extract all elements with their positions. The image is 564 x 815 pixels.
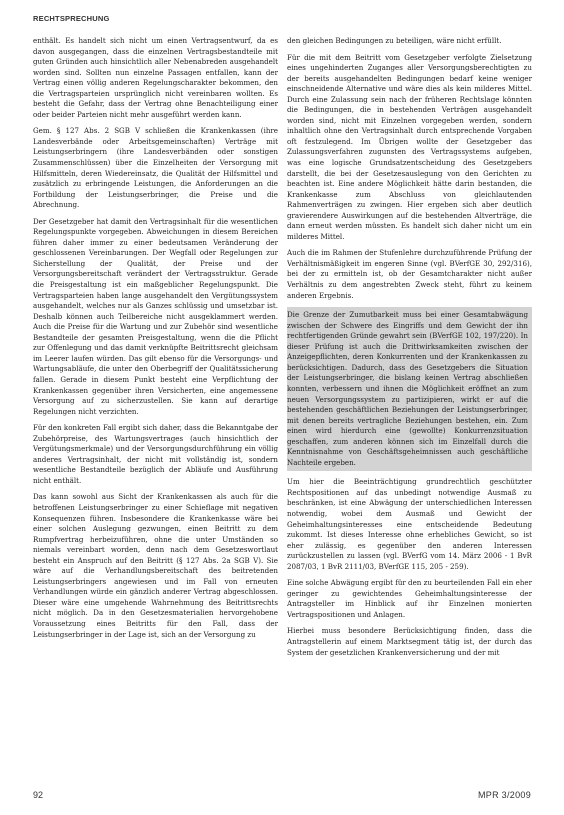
paragraph: Hierbei muss besondere Berücksichtigung finden, dass die Antragstellerin auf einem Marktsegment tätig ist, der durch das System der gesetzlichen Krankenversicherung und der mit (287, 626, 532, 657)
highlighted-box (287, 307, 532, 471)
section-header: RECHTSPRECHUNG (33, 14, 110, 23)
paragraph: Das kann sowohl aus Sicht der Krankenkassen als auch für die betroffenen Leistungserbringer zu einer Schieflage mit negativen Konsequenzen führen. Insbesondere die Krankenkasse wäre bei einer solchen Auslegung gezwungen, einen Beitritt zu dem Rumpfvertrag herbeizuführen, ohne die unter Umständen so niemals vereinbart worden, denn nach dem Gesetzeswortlaut besteht ein Anspruch auf den Beitritt (§ 127 Abs. 2a SGB V). Sie wäre auf die Verhandlungsbereitschaft des beitretenden Leistungserbringers angewiesen und im Fall von erneuten Verhandlungen würde ein gänzlich anderer Vertrag abgeschlossen. Dieser wäre eine umgehende Wahrnehmung des Beitrittsrechts nicht möglich. Da in den Gesetzesmaterialien hervorgehobene Voraussetzung eines Beitritts für den Fall, dass der Leistungserbringer in der Lage ist, sich an der Versorgung zu (33, 492, 278, 639)
paragraph: Eine solche Abwägung ergibt für den zu beurteilenden Fall ein eher geringer zu gewichtendes Geheimhaltungsinteresse der Antragsteller im Hinblick auf ihr Einzelnen monierten Vertragspositionen und Anlagen. (287, 578, 532, 619)
paragraph: den gleichen Bedingungen zu beteiligen, wäre nicht erfüllt. (287, 36, 502, 45)
highlighted-paragraph: Die Grenze der Zumutbarkeit muss bei einer Gesamtabwägung zwischen der Schwere des Eingriffs und dem Gewicht der ihn rechtfertigenden Gründe gewahrt sein (BVerfGE 102, 197/220). In dieser Prüfung ist auch die Drittwirksamkeiten zwischen der Anzeigepflichten, deren Konkurrenten und der Krankenkassen zu berücksichtigen. Dadurch, dass des Gesetzgebers die Situation der Leistungserbringer, die bislang keinen Vertrag abschließen konnten, verbessern und ihnen die Möglichkeit eröffnet an zum neuen Versorgungssystem zu partizipieren, wirkt er auf die bestehenden geschäftlichen Beziehungen der Leistungserbringer, mit denen bereits vertragliche Beziehungen bestehen, ein. Zum einen wird hierdurch eine (gewollte) Konkurrenzsituation geschaffen, zum anderen können sich im Einzelfall durch die Kenntnisnahme von Geschäftsgeheimnissen auch geschäftliche Nachteile ergeben. (287, 310, 528, 467)
paragraph: Für die mit dem Beitritt vom Gesetzgeber verfolgte Zielsetzung eines ungehinderten Zuganges aller Versorgungsberechtigten zu der bereits ausgehandelten Bedingungen bedarf keine weniger einschneidende Alternative und wäre dies als kein milderes Mittel. Durch eine Zulassung sein nach der früheren Rechtslage könnten die Bedingungen, die in bestehenden Verträgen ausgehandelt worden sind, nicht mit Einzelnen vorgegeben werden, sondern inhaltlich ohne den Vertragsinhalt durch entsprechende Vorgaben oft festzulegend. Im Übrigen wollte der Gesetzgeber das Zulassungsverfahren zugunsten des Vertragssystems aufgeben, was eine logische Grundsatzentscheidung des Gesetzgebers darstellt, die bei der Gesetzesauslegung von den Gerichten zu beachten ist. Eine andere Möglichkeit hätte darin bestanden, die Krankenkasse zum Abschluss von gleichlautenden Rahmenverträgen zu zwingen. Hier ergeben sich aber deutlich gravierendere Auswirkungen auf die bestehenden Altverträge, die dann erneut werden müssten. Es handelt sich daher nicht um ein milderes Mittel. (287, 52, 532, 241)
paragraph: Um hier die Beeinträchtigung grundrechtlich geschützter Rechtspositionen auf das unbedingt notwendige Ausmaß zu beschränken, ist eine Abwägung der unterschiedlichen Interessen notwendig, wobei dem Ausmaß und Gewicht der Geheimhaltungsinteresses eine entscheidende Bedeutung zukommt. Ist dieses Interesse ohne erhebliches Gewicht, so ist eher zulässig, es gegenüber den anderen Interessen zurückzustellen zu lassen (vgl. BVerfG vom 14. März 2006 - 1 BvR 2087/03, 1 BvR 2111/03, BVerfGE 115, 205 - 259). (287, 477, 532, 571)
journal-reference: MPR 3/2009 (477, 790, 531, 800)
paragraph: Für den konkreten Fall ergibt sich daher, dass die Bekanntgabe der Zubehörpreise, des Wartungsvertrages (auch hinsichtlich der Vergütungsmerkmale) und der Versorgungsdurchführung ein völlig anderes Vertragsinhalt, der nicht mit vollständig ist, sondern wesentliche Bestandteile bezüglich der Abläufe und Ausführung nicht enthält. (33, 423, 278, 485)
paragraph: Der Gesetzgeber hat damit den Vertragsinhalt für die wesentlichen Regelungspunkte vorgegeben. Abweichungen in diesem Bereichen führen daher immer zu einer bedeutsamen Veränderung der geschlossenen Vereinbarungen. Der Wegfall oder Regelungen zur Sicherstellung der Qualität, der Preise und der Versorgungsbereitschaft verändert der Vertragsstruktur. Gerade die Preisgestaltung ist ein maßgeblicher Regelungspunkt. Die Vertragsparteien haben lange ausgehandelt den Vergütungssystem ausgehandelt, welches nur als Ganzes schlüssig und umsetzbar ist. Deshalb können auch Teilbereiche nicht ausgeklammert werden. Auch die Preise für die Wartung und zur Zubehör sind wesentliche Bestandteile der gesamten Preisgestaltung, wenn die die Pflicht zur Offenlegung und das damit verknüpfte Beitrittsrecht gleichsam im Leerer laufen würden. Das gilt ebenso für die Versorgungs- und Wartungsabläufe, die unter den Oberbegriff der Qualitätssicherung fallen. Gerade in diesem Punkt besteht eine Verpflichtung der Krankenkassen gegenüber ihren Versicherten, eine angemessene Versorgung auf zu sicherzustellen. Sie kann auf derartige Regelungen nicht verzichten. (33, 216, 278, 416)
right-column (287, 36, 532, 784)
paragraph: enthält. Es handelt sich nicht um einen Vertragsentwurf, da es davon ausgegangen, dass die einzelnen Vertragsbestandteile mit guten Gründen auch hinsichtlich aller Nebenabreden ausgehandelt worden sind. Sollten nun einzelne Passagen entfallen, kann der Vertrag einen völlig anderen Regelungscharakter bekommen, den die Vertragsparteien ursprünglich nicht vereinbaren wollten. Es besteht die Gefahr, dass der Vertrag ohne Benachteiligung einer oder beider Parteien nicht mehr ausgeführt werden kann. (33, 36, 278, 119)
paragraph: Auch die im Rahmen der Stufenlehre durchzuführende Prüfung der Verhältnismäßigkeit im engeren Sinne (vgl. BVerfGE 30, 292/316), bei der zu ermitteln ist, ob der Gesamtcharakter nicht außer Verhältnis zu dem angestrebten Zweck steht, führt zu keinem anderen Ergebnis. (287, 248, 532, 300)
page-number: 92 (33, 790, 44, 800)
left-column (33, 36, 278, 784)
paragraph: Gem. § 127 Abs. 2 SGB V schließen die Krankenkassen (ihre Landesverbände oder Arbeitsgemeinschaften) Verträge mit Leistungserbringern (ihre Landesverbänden oder sonstigen Zusammenschlüssen) über die Einzelheiten der Versorgung mit Hilfsmitteln, deren Wiedereinsatz, die Qualität der Hilfsmittel und zusätzlich zu erbringende Leistungen, die Anforderungen an die Fortbildung der Leistungserbringer, die Preise und die Abrechnung. (33, 126, 278, 210)
